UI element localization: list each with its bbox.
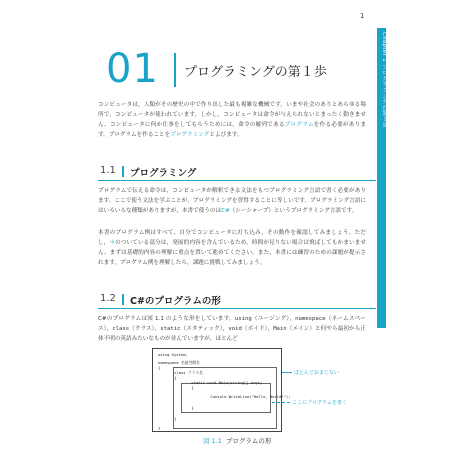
code-line: class クラス名 <box>165 370 203 375</box>
code-line: { <box>158 365 161 370</box>
page-number: 1 <box>360 12 365 20</box>
code-line: { <box>173 385 194 390</box>
term-programming: プログラミング <box>170 132 210 138</box>
term-program: プログラム <box>284 122 314 128</box>
section-1-2-paragraph-1: C#のプログラムは図 1.1 のような形をしています。using（ユージング），namespace（ネームスペース），class（クラス），static（スタティック），void（ボイド），Main（メイン）と何やら最初から正体不明の英語みたいなものが並んでいますが，ほとんど <box>98 316 366 342</box>
section-title: プログラミング <box>130 168 197 179</box>
section-rule <box>98 308 376 309</box>
callout-line-2 <box>272 402 290 403</box>
section-divider <box>122 166 124 177</box>
section-number: 1.1 <box>100 165 116 176</box>
chapter-divider <box>174 53 176 87</box>
callout-write-here: ここにプログラムを書く <box>292 400 347 406</box>
code-figure <box>152 348 291 432</box>
code-line: } <box>173 405 194 410</box>
code-line: Console.WriteLine("Hello, World!"); <box>183 394 291 399</box>
chapter-title: プログラミングの第１歩 <box>184 65 327 80</box>
chapter-number: 01 <box>106 46 159 92</box>
section-title: C#のプログラムの形 <box>130 296 221 307</box>
asterisk-mark: ＊ <box>109 240 116 246</box>
figure-caption <box>203 436 271 445</box>
section-1-1-paragraph-2: 本書のプログラム例はすべて，自分でコンピュータに打ち込み，その動作を確認してみましょう。ただし，＊のついている部分は，発展的内容を含んでいるため，時間が見りない場合は飛ばしてもかまいません。まずは基礎的内容の理解に重点を置いて進めてください。また，本書には練習のための課題が提示されます。プログラム例を理解したら，課題に挑戦してみましょう。 <box>98 230 366 266</box>
callout-line-1 <box>282 372 292 373</box>
section-1-1-paragraph-1: プログラムで伝える命令は，コンピュータが解釈できる文法をもつプログラミング言語で書く必要があります。ここで使う文法を学ぶことが，プログラミングを習得することに等しいです。プログラミング言語にはいろいろな種類がありますが，本書で使うのはC#（シーシャープ）というプログラミング言語です。 <box>98 188 366 214</box>
code-line: { <box>165 375 177 380</box>
callout-magic: ほとんどおまじない <box>294 370 340 376</box>
code-line: static void Main(string[] args) <box>173 380 263 385</box>
code-line: } <box>158 425 161 430</box>
section-number: 1.2 <box>100 293 116 304</box>
term-csharp: C# <box>221 208 230 214</box>
chapter-side-tab <box>377 28 386 328</box>
code-line: namespace 名前空間名 <box>158 360 200 365</box>
section-divider <box>122 294 124 305</box>
code-line: using System; <box>158 352 188 357</box>
figure-caption-text: プログラムの形 <box>225 437 272 445</box>
intro-paragraph: コンピュータは，人類がその歴史の中で作り出した最も複雑な機械です。いまや社会のありとあらゆる場所で，コンピュータが使われています。しかし，コンピュータは命令が与えられないとまったく動きません。コンピュータに何か仕事をしてもらうためには，命令の羅列であるプログラムを作る必要があります。プログラムを作ることをプログラミングとよびます。 <box>98 102 366 138</box>
section-1-1-heading <box>98 165 376 179</box>
code-line: } <box>165 416 177 421</box>
figure-number: 図 1.1 <box>203 437 222 445</box>
side-tab-label: Chapter 1 プログラミングの第１歩 <box>381 32 387 128</box>
section-rule <box>98 180 376 181</box>
section-1-2-heading <box>98 293 376 307</box>
